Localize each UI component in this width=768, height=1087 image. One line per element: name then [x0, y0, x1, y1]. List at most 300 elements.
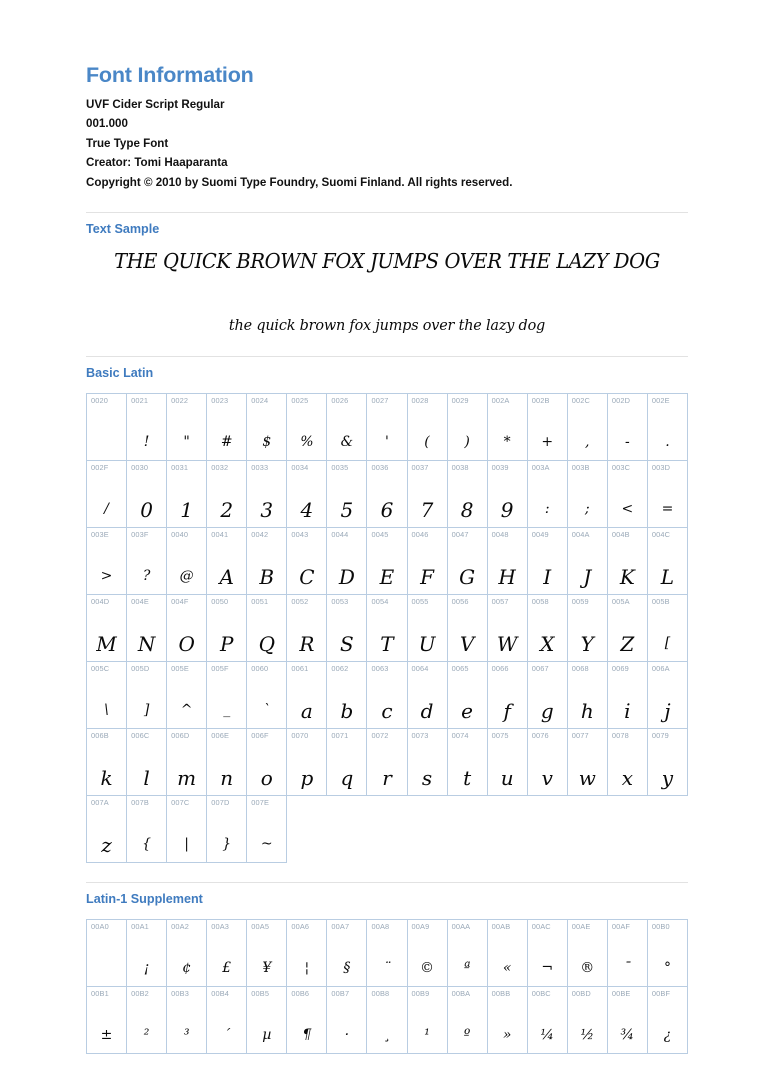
glyph-cell[interactable] [207, 527, 247, 594]
glyph-cell[interactable] [567, 728, 607, 795]
glyph-character: r [382, 765, 392, 790]
glyph-character: X [540, 631, 555, 656]
glyph-codepoint-label: 002B [531, 395, 550, 405]
glyph-cell[interactable] [247, 919, 287, 986]
glyph-codepoint-label: 0071 [331, 730, 349, 740]
glyph-codepoint-label: 0073 [411, 730, 429, 740]
glyph-codepoint-label: 00A5 [251, 921, 270, 931]
glyph-cell[interactable] [527, 460, 567, 527]
glyph-cell[interactable] [607, 986, 647, 1053]
glyph-codepoint-label: 00B9 [411, 988, 430, 998]
glyph-cell[interactable] [407, 661, 447, 728]
glyph-cell[interactable] [327, 728, 367, 795]
glyph-cell[interactable] [567, 460, 607, 527]
glyph-character: u [500, 765, 514, 790]
glyph-character: ° [663, 959, 671, 976]
glyph-cell[interactable] [407, 919, 447, 986]
latin1-supplement-section [86, 882, 688, 1054]
glyph-character: ¦ [304, 959, 310, 976]
glyph-cell-body [167, 461, 206, 527]
glyph-cell-body [608, 662, 647, 728]
glyph-codepoint-label: 0047 [451, 529, 469, 539]
glyph-cell[interactable] [167, 594, 207, 661]
glyph-cell[interactable] [247, 661, 287, 728]
glyph-cell-body [608, 920, 647, 986]
glyph-cell[interactable] [127, 919, 167, 986]
glyph-cell-body [608, 394, 647, 460]
glyph-cell[interactable] [367, 460, 407, 527]
glyph-cell[interactable] [607, 661, 647, 728]
glyph-codepoint-label: 006B [91, 730, 109, 740]
glyph-cell-body [87, 987, 126, 1053]
glyph-cell[interactable] [607, 393, 647, 460]
glyph-cell[interactable] [207, 594, 247, 661]
glyph-codepoint-label: 0078 [611, 730, 629, 740]
glyph-character: x [621, 765, 633, 790]
glyph-character: s [421, 765, 433, 790]
glyph-cell[interactable] [327, 460, 367, 527]
glyph-codepoint-label: 003A [531, 462, 550, 472]
glyph-cell[interactable] [87, 795, 127, 862]
glyph-cell[interactable] [527, 919, 567, 986]
glyph-character: d [420, 698, 434, 723]
font-version-line: 001.000 [86, 117, 128, 131]
glyph-codepoint-label: 0064 [411, 663, 429, 673]
glyph-codepoint-label: 0062 [331, 663, 349, 673]
glyph-codepoint-label: 005E [171, 663, 189, 673]
glyph-codepoint-label: 0049 [531, 529, 549, 539]
glyph-cell[interactable] [527, 728, 567, 795]
glyph-cell[interactable] [647, 986, 687, 1053]
glyph-cell[interactable] [487, 594, 527, 661]
glyph-cell-body [287, 920, 326, 986]
glyph-character: 5 [340, 497, 354, 522]
glyph-cell[interactable] [327, 661, 367, 728]
glyph-cell-empty [527, 795, 567, 862]
glyph-cell[interactable] [167, 795, 207, 862]
glyph-cell[interactable] [127, 594, 167, 661]
glyph-character: y [661, 765, 674, 790]
glyph-codepoint-label: 005B [651, 596, 670, 606]
glyph-character: j [664, 698, 671, 723]
glyph-character: ) [464, 433, 470, 450]
glyph-character: K [619, 564, 635, 589]
glyph-cell[interactable] [407, 986, 447, 1053]
glyph-cell[interactable] [207, 919, 247, 986]
section-divider [86, 356, 688, 357]
glyph-cell-body [568, 461, 607, 527]
glyph-cell[interactable] [367, 527, 407, 594]
glyph-cell-empty [567, 795, 607, 862]
glyph-character: ^ [180, 701, 193, 718]
glyph-cell[interactable] [167, 661, 207, 728]
glyph-cell[interactable] [487, 393, 527, 460]
glyph-character: A [219, 564, 234, 589]
glyph-row [87, 460, 688, 527]
glyph-cell[interactable] [287, 919, 327, 986]
glyph-cell-body [287, 729, 326, 795]
glyph-codepoint-label: 00AE [571, 921, 591, 931]
glyph-cell[interactable] [287, 594, 327, 661]
glyph-cell[interactable] [207, 661, 247, 728]
glyph-character: & [340, 433, 354, 450]
glyph-cell-body [207, 595, 246, 661]
glyph-character: O [178, 631, 195, 656]
glyph-character: l [143, 765, 150, 790]
glyph-cell[interactable] [447, 527, 487, 594]
glyph-cell-body [327, 729, 366, 795]
glyph-codepoint-label: 0068 [571, 663, 589, 673]
glyph-character: W [496, 631, 518, 656]
glyph-cell[interactable] [367, 986, 407, 1053]
glyph-cell-body [488, 528, 527, 594]
glyph-cell-body [327, 987, 366, 1053]
glyph-cell[interactable] [327, 527, 367, 594]
glyph-cell[interactable] [247, 594, 287, 661]
glyph-cell[interactable] [87, 460, 127, 527]
font-copyright-line: Copyright © 2010 by Suomi Type Foundry, Suomi Finland. All rights reserved. [86, 176, 513, 190]
glyph-cell[interactable] [127, 460, 167, 527]
glyph-cell-body [408, 920, 447, 986]
glyph-character: [ [664, 634, 671, 651]
glyph-cell[interactable] [287, 393, 327, 460]
glyph-cell[interactable] [447, 661, 487, 728]
glyph-cell[interactable] [327, 986, 367, 1053]
glyph-codepoint-label: 0070 [291, 730, 309, 740]
glyph-cell-body [87, 461, 126, 527]
glyph-codepoint-label: 00BE [611, 988, 631, 998]
glyph-cell[interactable] [407, 393, 447, 460]
glyph-cell-body [488, 987, 527, 1053]
glyph-cell[interactable] [567, 393, 607, 460]
glyph-cell[interactable] [527, 594, 567, 661]
glyph-codepoint-label: 00A7 [331, 921, 350, 931]
glyph-character: z [101, 832, 112, 857]
glyph-cell-empty [607, 795, 647, 862]
glyph-codepoint-label: 0026 [331, 395, 349, 405]
glyph-cell[interactable] [327, 594, 367, 661]
glyph-codepoint-label: 005F [211, 663, 229, 673]
glyph-cell[interactable] [287, 460, 327, 527]
glyph-cell-body [488, 461, 527, 527]
glyph-character: ¢ [182, 959, 192, 976]
glyph-cell-body [167, 796, 206, 862]
glyph-cell-body [247, 662, 286, 728]
glyph-codepoint-label: 0054 [371, 596, 389, 606]
glyph-character: . [665, 433, 670, 450]
glyph-cell[interactable] [127, 661, 167, 728]
glyph-cell[interactable] [207, 393, 247, 460]
glyph-cell[interactable] [647, 393, 687, 460]
glyph-cell[interactable] [287, 986, 327, 1053]
glyph-cell-body [127, 394, 166, 460]
glyph-character: N [137, 631, 156, 656]
glyph-character: e [461, 698, 474, 723]
glyph-cell[interactable] [527, 393, 567, 460]
glyph-cell[interactable] [207, 460, 247, 527]
glyph-cell-body [327, 394, 366, 460]
glyph-character: # [220, 433, 233, 450]
glyph-cell[interactable] [407, 728, 447, 795]
glyph-codepoint-label: 00BB [491, 988, 511, 998]
glyph-codepoint-label: 007D [211, 797, 230, 807]
glyph-codepoint-label: 00AC [531, 921, 551, 931]
glyph-cell[interactable] [87, 661, 127, 728]
glyph-cell[interactable] [567, 527, 607, 594]
glyph-cell-body [568, 920, 607, 986]
glyph-codepoint-label: 00A3 [211, 921, 230, 931]
glyph-character: ; [584, 500, 590, 517]
basic-latin-section [86, 356, 688, 863]
section-divider [86, 212, 688, 213]
glyph-cell[interactable] [607, 527, 647, 594]
glyph-codepoint-label: 002F [91, 462, 109, 472]
glyph-cell[interactable] [567, 919, 607, 986]
glyph-codepoint-label: 00BD [571, 988, 591, 998]
glyph-codepoint-label: 007E [251, 797, 270, 807]
glyph-character: 9 [500, 497, 514, 522]
glyph-cell-body [87, 796, 126, 862]
glyph-codepoint-label: 006F [251, 730, 269, 740]
glyph-cell[interactable] [327, 393, 367, 460]
glyph-cell[interactable] [607, 919, 647, 986]
glyph-row [87, 594, 688, 661]
glyph-cell-body [167, 595, 206, 661]
glyph-cell[interactable] [167, 728, 207, 795]
glyph-cell[interactable] [167, 527, 207, 594]
glyph-cell[interactable] [87, 728, 127, 795]
glyph-cell[interactable] [127, 393, 167, 460]
glyph-cell[interactable] [87, 527, 127, 594]
glyph-codepoint-label: 0051 [251, 596, 269, 606]
glyph-character: ¥ [262, 959, 272, 976]
glyph-cell[interactable] [87, 986, 127, 1053]
glyph-cell[interactable] [487, 661, 527, 728]
glyph-cell[interactable] [367, 594, 407, 661]
glyph-character: ® [580, 959, 595, 976]
glyph-codepoint-label: 00B2 [131, 988, 149, 998]
glyph-character: § [343, 959, 351, 976]
glyph-cell-body [408, 461, 447, 527]
glyph-cell-body [648, 729, 687, 795]
glyph-codepoint-label: 0034 [291, 462, 309, 472]
glyph-codepoint-label: 0023 [211, 395, 229, 405]
glyph-cell-body [327, 528, 366, 594]
glyph-character: ¼ [540, 1026, 554, 1043]
glyph-character: ³ [183, 1026, 190, 1043]
glyph-cell[interactable] [487, 919, 527, 986]
glyph-cell[interactable] [567, 661, 607, 728]
glyph-cell-body [568, 662, 607, 728]
glyph-character: ` [263, 701, 271, 718]
glyph-character: % [300, 433, 314, 450]
glyph-cell-body [488, 729, 527, 795]
glyph-codepoint-label: 002E [651, 395, 670, 405]
glyph-cell[interactable] [487, 527, 527, 594]
glyph-cell-body [87, 528, 126, 594]
glyph-cell[interactable] [447, 594, 487, 661]
glyph-cell[interactable] [287, 661, 327, 728]
glyph-codepoint-label: 00B5 [251, 988, 270, 998]
glyph-cell[interactable] [287, 728, 327, 795]
glyph-character: E [379, 564, 395, 589]
glyph-character: ² [143, 1026, 150, 1043]
glyph-cell[interactable] [647, 460, 687, 527]
glyph-cell[interactable] [367, 661, 407, 728]
glyph-codepoint-label: 0043 [291, 529, 309, 539]
glyph-codepoint-label: 003E [91, 529, 109, 539]
glyph-cell[interactable] [87, 594, 127, 661]
glyph-cell-body [327, 920, 366, 986]
glyph-cell[interactable] [607, 728, 647, 795]
glyph-cell[interactable] [647, 728, 687, 795]
glyph-character: k [100, 765, 113, 790]
glyph-cell-body [648, 595, 687, 661]
glyph-cell[interactable] [407, 527, 447, 594]
glyph-cell[interactable] [247, 986, 287, 1053]
glyph-character: 8 [460, 497, 474, 522]
glyph-cell[interactable] [207, 986, 247, 1053]
glyph-cell-empty [407, 795, 447, 862]
glyph-cell[interactable] [487, 460, 527, 527]
glyph-cell[interactable] [247, 460, 287, 527]
glyph-character: Z [620, 631, 635, 656]
glyph-codepoint-label: 0075 [491, 730, 509, 740]
glyph-cell[interactable] [247, 728, 287, 795]
glyph-codepoint-label: 003B [571, 462, 590, 472]
glyph-cell-body [408, 528, 447, 594]
glyph-codepoint-label: 0072 [371, 730, 389, 740]
glyph-character: : [544, 500, 550, 517]
glyph-cell-body [448, 394, 487, 460]
glyph-cell[interactable] [367, 919, 407, 986]
glyph-character: L [660, 564, 675, 589]
font-name-line: UVF Cider Script Regular [86, 97, 225, 111]
glyph-cell[interactable] [127, 728, 167, 795]
glyph-cell[interactable] [207, 795, 247, 862]
glyph-character: \ [104, 701, 109, 718]
glyph-cell[interactable] [247, 393, 287, 460]
glyph-codepoint-label: 0066 [491, 663, 509, 673]
glyph-cell-body [648, 662, 687, 728]
glyph-cell[interactable] [87, 919, 127, 986]
glyph-cell-body [408, 987, 447, 1053]
glyph-cell-body [87, 394, 126, 460]
glyph-codepoint-label: 00B1 [91, 988, 109, 998]
glyph-character: i [624, 698, 631, 723]
glyph-codepoint-label: 0063 [371, 663, 389, 673]
glyph-codepoint-label: 002A [491, 395, 510, 405]
glyph-cell[interactable] [647, 919, 687, 986]
pangram-lowercase: the quick brown fox jumps over the lazy dog [228, 315, 546, 334]
glyph-cell-body [367, 461, 406, 527]
glyph-cell-body [568, 729, 607, 795]
glyph-character: { [142, 835, 152, 852]
glyph-codepoint-label: 0055 [411, 596, 429, 606]
glyph-codepoint-label: 00A8 [371, 921, 390, 931]
glyph-codepoint-label: 005A [611, 596, 630, 606]
glyph-codepoint-label: 007A [91, 797, 109, 807]
glyph-cell[interactable] [487, 728, 527, 795]
glyph-cell[interactable] [567, 594, 607, 661]
glyph-character: $ [262, 433, 272, 450]
glyph-cell-body [568, 528, 607, 594]
glyph-cell[interactable] [607, 594, 647, 661]
glyph-cell[interactable] [367, 393, 407, 460]
glyph-cell[interactable] [287, 527, 327, 594]
glyph-codepoint-label: 006A [651, 663, 670, 673]
glyph-cell[interactable] [567, 986, 607, 1053]
glyph-codepoint-label: 0044 [331, 529, 349, 539]
glyph-character: ~ [260, 835, 273, 852]
glyph-cell[interactable] [167, 460, 207, 527]
glyph-cell[interactable] [167, 986, 207, 1053]
glyph-cell[interactable] [447, 393, 487, 460]
glyph-cell[interactable] [127, 795, 167, 862]
glyph-cell-body [528, 461, 567, 527]
glyph-character: } [222, 835, 232, 852]
glyph-cell-body [448, 987, 487, 1053]
glyph-cell-body [327, 662, 366, 728]
glyph-cell-body [528, 987, 567, 1053]
glyph-cell[interactable] [607, 460, 647, 527]
glyph-character: ¡ [143, 959, 150, 976]
glyph-cell[interactable] [127, 986, 167, 1053]
glyph-character: ! [143, 433, 150, 450]
glyph-cell-body [528, 662, 567, 728]
glyph-cell[interactable] [87, 393, 127, 460]
glyph-cell[interactable] [127, 527, 167, 594]
glyph-cell[interactable] [447, 986, 487, 1053]
glyph-cell[interactable] [447, 919, 487, 986]
glyph-cell[interactable] [487, 986, 527, 1053]
glyph-cell[interactable] [527, 527, 567, 594]
glyph-codepoint-label: 0067 [531, 663, 549, 673]
glyph-cell[interactable] [447, 728, 487, 795]
glyph-codepoint-label: 0021 [131, 395, 149, 405]
glyph-codepoint-label: 0057 [491, 596, 509, 606]
glyph-cell[interactable] [447, 460, 487, 527]
glyph-cell-body [87, 920, 126, 986]
glyph-character: p [300, 765, 314, 790]
glyph-cell[interactable] [527, 986, 567, 1053]
glyph-cell[interactable] [647, 661, 687, 728]
glyph-cell[interactable] [167, 919, 207, 986]
glyph-cell[interactable] [647, 594, 687, 661]
glyph-cell[interactable] [247, 527, 287, 594]
glyph-codepoint-label: 0065 [451, 663, 469, 673]
glyph-cell[interactable] [647, 527, 687, 594]
glyph-cell[interactable] [527, 661, 567, 728]
glyph-cell[interactable] [167, 393, 207, 460]
glyph-cell[interactable] [207, 728, 247, 795]
glyph-cell-body [247, 796, 286, 862]
glyph-cell-body [167, 920, 206, 986]
glyph-character: 3 [260, 497, 274, 522]
glyph-cell[interactable] [407, 460, 447, 527]
glyph-codepoint-label: 0052 [291, 596, 309, 606]
glyph-cell[interactable] [247, 795, 287, 862]
glyph-cell[interactable] [327, 919, 367, 986]
glyph-cell-empty [327, 795, 367, 862]
glyph-cell-body [488, 394, 527, 460]
glyph-cell-body [448, 662, 487, 728]
glyph-cell[interactable] [407, 594, 447, 661]
glyph-cell-body [247, 394, 286, 460]
glyph-cell[interactable] [367, 728, 407, 795]
glyph-cell-body [568, 987, 607, 1053]
glyph-character: n [220, 765, 234, 790]
